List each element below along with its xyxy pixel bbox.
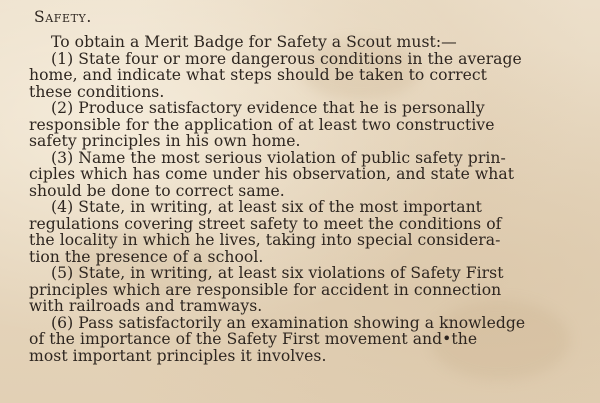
text-line: (6) Pass satisfactorily an examination showing a knowledge xyxy=(51,313,526,332)
body-text xyxy=(29,34,585,364)
requirement-1 xyxy=(29,51,585,101)
text-line: most important principles it involves. xyxy=(29,346,327,365)
text-line: of the importance of the Safety First movement and•the xyxy=(29,330,478,348)
text-line: tion the presence of a school. xyxy=(29,247,264,266)
requirement-6 xyxy=(29,315,585,365)
text-line: (2) Produce satisfactory evidence that he is personally xyxy=(51,99,485,117)
text-line: responsible for the application of at least two constructive xyxy=(29,115,495,134)
text-line: principles which are responsible for accident in connection xyxy=(29,280,502,299)
text-line: (1) State four or more dangerous conditions in the average xyxy=(51,49,522,68)
requirement-5 xyxy=(29,265,585,315)
requirement-2 xyxy=(29,100,585,150)
text-line: the locality in which he lives, taking into special considera- xyxy=(29,231,501,249)
requirement-4 xyxy=(29,199,585,265)
text-line: should be done to correct same. xyxy=(29,181,285,200)
text-line: (3) Name the most serious violation of public safety prin- xyxy=(51,148,506,167)
intro-text: To obtain a Merit Badge for Safety a Scout must:— xyxy=(51,33,457,51)
text-line: (4) State, in writing, at least six of the most important xyxy=(51,198,482,216)
text-line: safety principles in his own home. xyxy=(29,132,301,150)
section-heading: Safety. xyxy=(34,8,92,26)
text-line: these conditions. xyxy=(29,82,165,101)
text-line: ciples which has come under his observation, and state what xyxy=(29,165,515,183)
text-line: home, and indicate what steps should be taken to correct xyxy=(29,66,487,84)
requirement-3 xyxy=(29,150,585,200)
text-line: with railroads and tramways. xyxy=(29,297,263,315)
text-line: regulations covering street safety to meet the conditions of xyxy=(29,214,502,233)
text-line: (5) State, in writing, at least six violations of Safety First xyxy=(51,264,504,282)
